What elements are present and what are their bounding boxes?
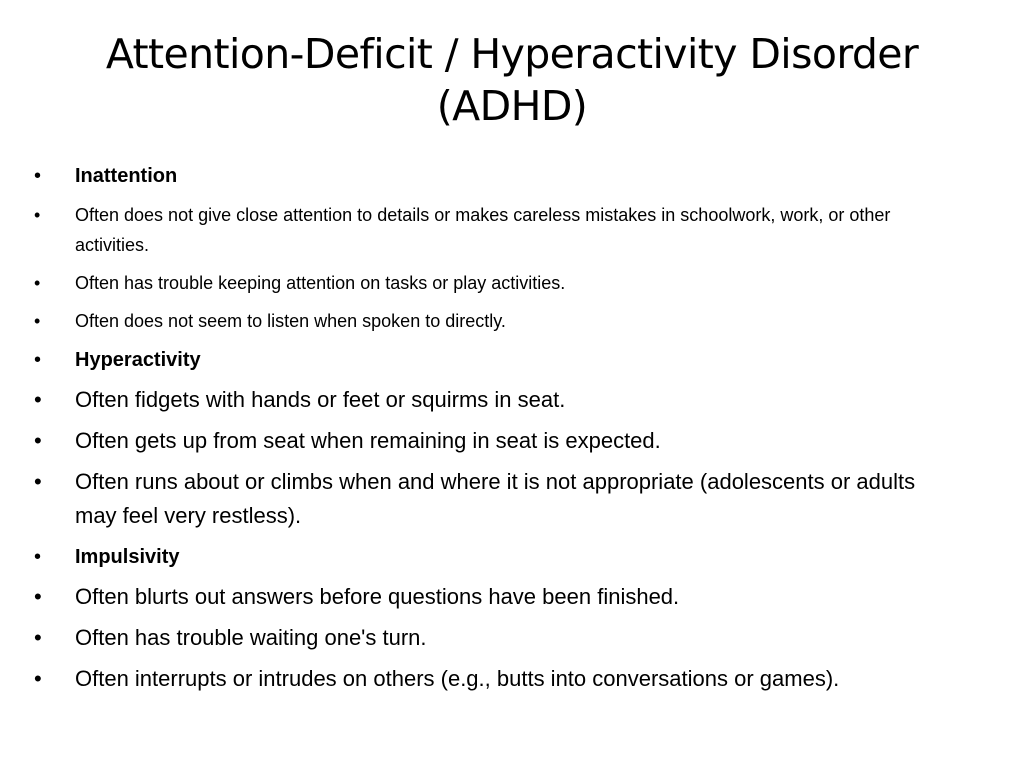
bullet-text: Often interrupts or intrudes on others (e.g., butts into conversations or games). [75,666,840,691]
bullet-text: Often has trouble waiting one's turn. [75,625,427,650]
list-item [34,465,934,533]
bullet-text: Often does not seem to listen when spoken to directly. [75,311,506,331]
bullet-icon: • [34,625,42,650]
bullet-text: Hyperactivity [75,349,201,371]
section-heading-impulsivity [34,541,934,573]
bullet-text: Often does not give close attention to details or makes careless mistakes in schoolwork, work, or other activities. [75,205,891,255]
list-item [34,306,934,336]
list-item [34,383,934,417]
bullet-icon: • [34,584,42,609]
bullet-text: Often runs about or climbs when and where it is not appropriate (adolescents or adults may feel very restless). [75,469,916,528]
bullet-icon: • [34,469,42,494]
list-item [34,621,934,655]
bullet-text: Often has trouble keeping attention on tasks or play activities. [75,273,566,293]
bullet-text: Often gets up from seat when remaining in seat is expected. [75,428,661,453]
section-heading-hyperactivity [34,344,934,376]
bullet-icon: • [34,546,42,568]
bullet-icon: • [34,666,42,691]
list-item [34,268,934,298]
bullet-icon: • [34,387,42,412]
bullet-icon: • [34,311,41,331]
bullet-icon: • [34,165,42,187]
bullet-list [34,160,934,696]
bullet-icon: • [34,205,41,225]
section-heading-inattention [34,160,934,192]
bullet-text: Inattention [75,165,178,187]
list-item [34,200,934,260]
list-item [34,424,934,458]
bullet-text: Impulsivity [75,546,180,568]
bullet-icon: • [34,349,42,371]
bullet-text: Often blurts out answers before questions have been finished. [75,584,680,609]
bullet-text: Often fidgets with hands or feet or squirms in seat. [75,387,566,412]
slide-content [34,160,934,696]
list-item [34,662,934,696]
slide-title: Attention-Deficit / Hyperactivity Disorder (ADHD) [105,30,919,130]
bullet-icon: • [34,428,42,453]
list-item [34,580,934,614]
bullet-icon: • [34,273,41,293]
